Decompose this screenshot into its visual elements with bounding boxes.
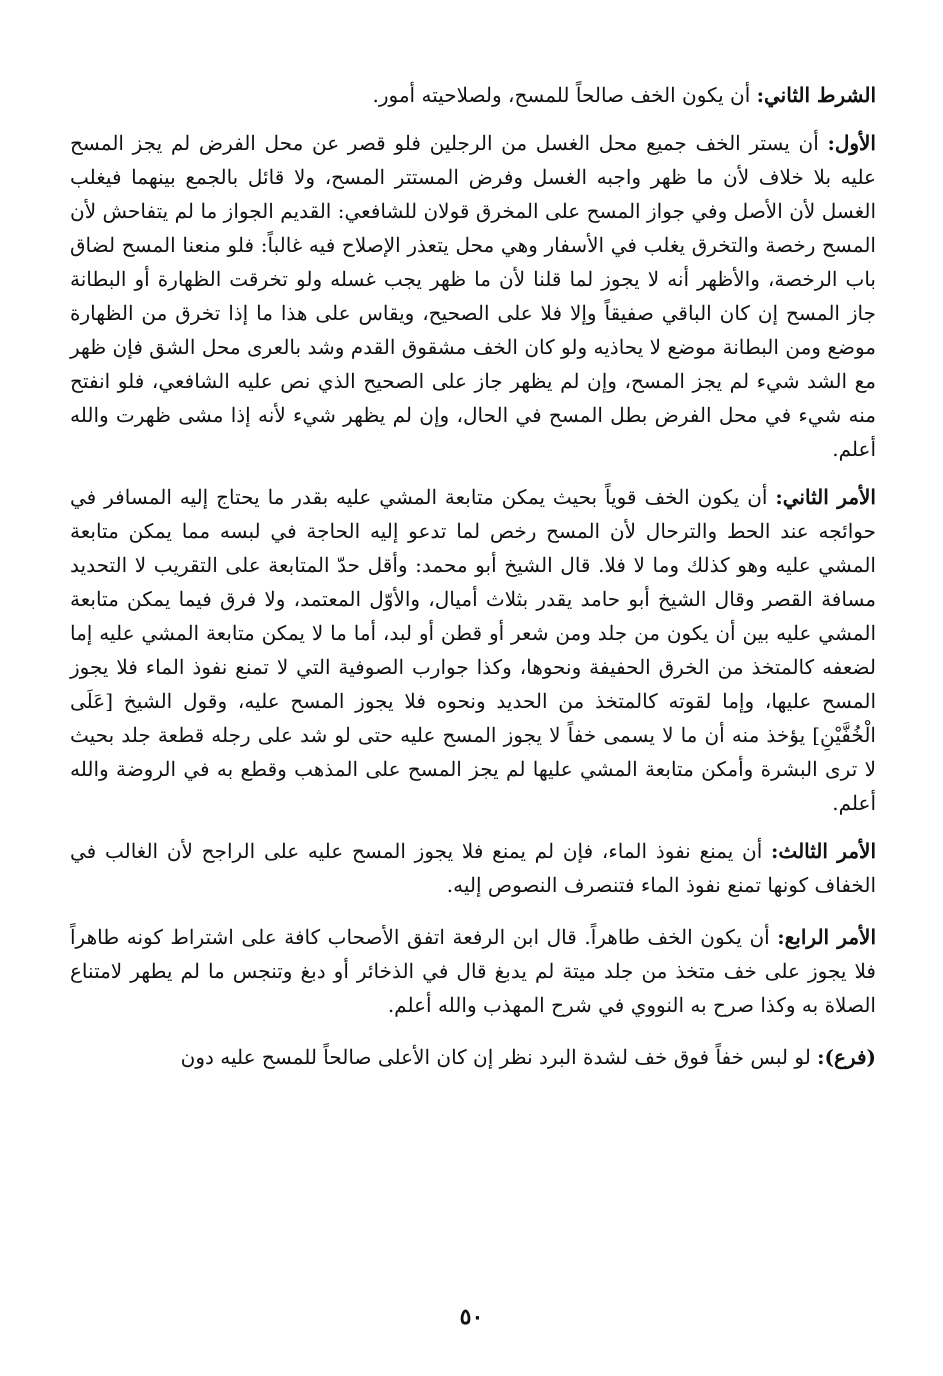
paragraph-text: لو لبس خفاً فوق خف لشدة البرد نظر إن كان الأعلى صالحاً للمسح عليه دون [180,1045,818,1069]
paragraph-second-matter [70,480,876,820]
paragraph-heading: الشرط الثاني: [756,83,876,107]
paragraph-text: أن يمنع نفوذ الماء، فإن لم يمنع فلا يجوز المسح عليه على الراجح لأن الغالب في الخفاف كونها تمنع نفوذ الماء فتنصرف النصوص إليه. [70,839,876,897]
paragraph-heading: الأمر الثالث: [771,839,877,863]
paragraph-text: أن يكون الخف قوياً بحيث يمكن متابعة المشي عليه بقدر ما يحتاج إليه المسافر في حوائجه عند الحط والترحال لأن المسح رخص لما تدعو إليه الحاجة في لبسه مما يمكن متابعة المشي عليه وهو كذلك وما لا فلا. قال الشيخ أبو محمد: وأقل حدّ المتابعة على التقريب لا التحديد مسافة القصر وقال الشيخ أبو حامد يقدر بثلاث أميال، والأوّل المعتمد، ولا فرق فيما يمكن متابعة المشي عليه بين أن يكون من جلد ومن شعر أو قطن أو لبد، أما ما لا يمكن متابعة المشي عليه إما لضعفه كالمتخذ من الخرق الحفيفة ونحوها، وكذا جوارب الصوفية التي لا تمنع نفوذ الماء فلا يجوز المسح عليها، وإما لقوته كالمتخذ من الحديد ونحوه فلا يجوز المسح عليه، وقول الشيخ [عَلَى الْخُفَّيْنِ] يؤخذ منه أن ما لا يسمى خفاً لا يجوز المسح عليه حتى لو شد على رجله قطعة جلد بحيث لا ترى البشرة وأمكن متابعة المشي عليها لم يجز المسح على المذهب وقطع به في الروضة والله أعلم. [70,485,876,815]
paragraph-condition-two [70,78,876,112]
paragraph-first-matter [70,126,876,466]
paragraph-third-matter [70,834,876,902]
paragraph-heading: (فرع): [817,1045,876,1069]
page-number: ٥٠ [459,1304,484,1330]
paragraph-heading: الأول: [827,131,876,155]
page-text-body [70,78,876,1088]
paragraph-branch [70,1040,876,1074]
paragraph-text: أن يكون الخف صالحاً للمسح، ولصلاحيته أمور. [372,83,757,107]
paragraph-text: أن يكون الخف طاهراً. قال ابن الرفعة اتفق الأصحاب كافة على اشتراط كونه طاهراً فلا يجوز على خف متخذ من جلد ميتة لم يدبغ قال في الذخائر أو دبغ وتنجس ما لم يطهر لامتناع الصلاة به وكذا صرح به النووي في شرح المهذب والله أعلم. [70,925,876,1017]
paragraph-text: أن يستر الخف جميع محل الغسل من الرجلين فلو قصر عن محل الفرض لم يجز المسح عليه بلا خلاف لأن ما ظهر واجبه الغسل وفرض المستتر المسح، ولا قائل بالجمع بينهما فيغلب الغسل لأن الأصل وفي جواز المسح على المخرق قولان للشافعي: القديم الجواز ما لم يتفاحش لأن المسح رخصة والتخرق يغلب في الأسفار وهي محل يتعذر الإصلاح فيه غالباً: فلو منعنا المسح لضاق باب الرخصة، والأظهر أنه لا يجوز لما قلنا لأن ما ظهر يجب غسله ولو تخرقت الظهارة أو البطانة جاز المسح إن كان الباقي صفيقاً وإلا فلا على الصحيح، ويقاس على هذا ما إذا تخرق من الظهارة موضع ومن البطانة موضع لا يحاذيه ولو كان الخف مشقوق القدم وشد بالعرى محل الشق فإن ظهر مع الشد شيء لم يجز المسح، وإن لم يظهر جاز على الصحيح الذي نص عليه الشافعي، فلو انفتح منه شيء في محل الفرض بطل المسح في الحال، وإن لم يظهر شيء لأنه إذا مشى ظهرت والله أعلم. [70,131,876,461]
paragraph-fourth-matter [70,920,876,1022]
paragraph-heading: الأمر الثاني: [775,485,876,509]
paragraph-heading: الأمر الرابع: [777,925,876,949]
